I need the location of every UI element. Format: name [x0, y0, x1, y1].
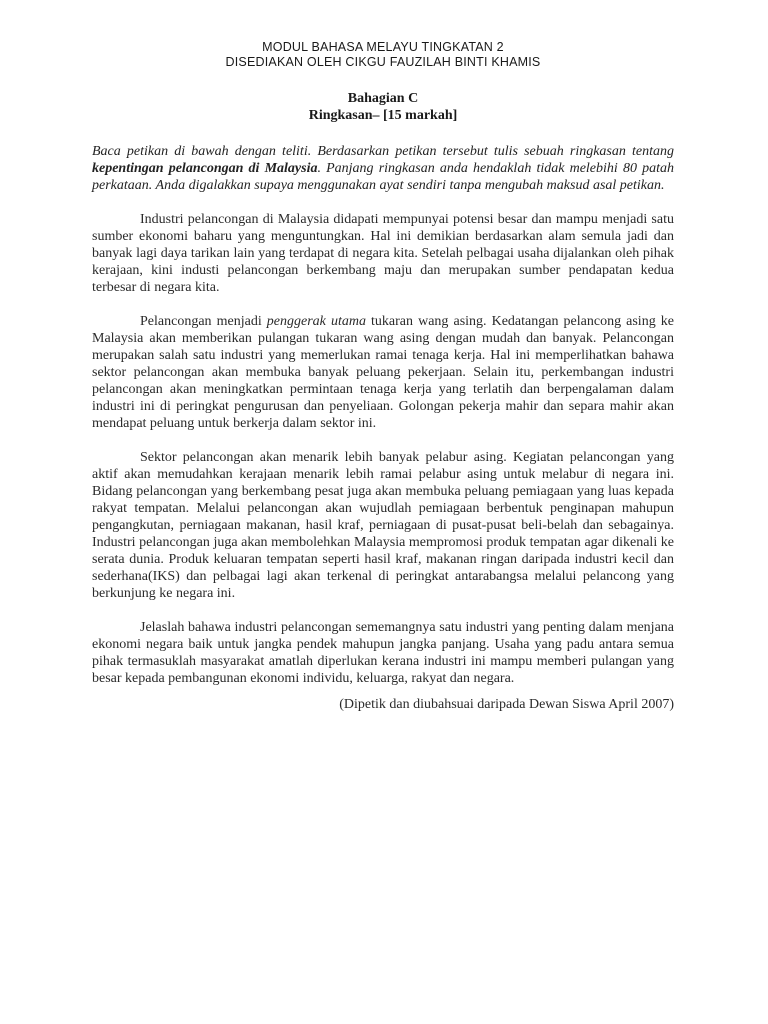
section-title: Bahagian C — [347, 91, 419, 106]
passage-paragraph-1: Industri pelancongan di Malaysia didapati mempunyai potensi besar dan mampu menjadi satu sumber ekonomi baharu yang menguntungkan. Hal ini demikian berdasarkan alam semula jadi dan banyak lagi daya tarikan lain yang terdapat di negara kita. Setelah pelbagai usaha dijalankan oleh pihak kerajaan, kini industi pelancongan berkembang maju dan merupakan sumber pendapatan kedua terbesar di negara kita. — [92, 212, 674, 295]
header-module-title: MODUL BAHASA MELAYU TINGKATAN 2 — [262, 40, 504, 54]
section-subtitle: Ringkasan– [15 markah] — [308, 108, 458, 123]
passage-paragraph-3: Sektor pelancongan akan menarik lebih banyak pelabur asing. Kegiatan pelancongan yang aktif akan memudahkan kerajaan menarik lebih ramai pelabur asing untuk melabur di negara ini. Bidang pelancongan yang berkembang pesat juga akan membuka peluang pemiagaan yang luas kepada rakyat tempatan. Melalui pelancongan akan wujudlah pemiagaan berbentuk penginapan mahupun pengangkutan, perniagaan makanan, hasil kraf, perniagaan di pusat-pusat beli-belah dan sebagainya. Industri pelancongan juga akan membolehkan Malaysia mempromosi produk tempatan agar dikenali ke serata dunia. Produk keluaran tempatan seperti hasil kraf, makanan ringan daripada industri kecil dan sederhana(IKS) dan pelbagai lagi akan terkenal di peringkat antarabangsa melalui pelancong yang berkunjung ke negara ini. — [92, 450, 674, 601]
passage-paragraph-4: Jelaslah bahawa industri pelancongan sememangnya satu industri yang penting dalam menjana ekonomi negara baik untuk jangka pendek mahupun jangka panjang. Usaha yang padu antara semua pihak termasuklah masyarakat amatlah diperlukan kerana industri ini mampu memberi pulangan yang besar kepada pembangunan ekonomi individu, keluarga, rakyat dan negara. — [92, 620, 674, 686]
document-header — [92, 40, 674, 70]
document-page — [92, 40, 674, 713]
passage-paragraph-2 — [92, 313, 674, 432]
paragraph-2-after: tukaran wang asing. Kedatangan pelancong asing ke Malaysia akan memberikan pulangan tukaran wang asing dengan mudah dan banyak. Pelancongan merupakan salah satu industri yang memerlukan ramai tenaga kerja. Hal ini memperlihatkan bahawa sektor pelancongan akan membuka banyak peluang pekerjaan. Selain itu, perkembangan industri pelancongan akan meningkatkan permintaan tenaga kerja yang terlatih dan berpengalaman dalam industri ini di peringkat pengurusan dan penyeliaan. Golongan pekerja mahir dan separa mahir akan mendapat peluang untuk berkerja dalam sektor ini. — [92, 314, 674, 431]
instructions-part2: . Panjang ringkasan anda hendaklah tidak melebihi 80 patah perkataan. Anda digalakkan supaya menggunakan ayat sendiri tanpa mengubah maksud asal petikan. — [92, 161, 674, 193]
instructions-part1: Baca petikan di bawah dengan teliti. Berdasarkan petikan tersebut tulis sebuah ringkasan tentang — [92, 144, 674, 159]
paragraph-2-italic: penggerak utama — [266, 314, 366, 329]
header-author: DISEDIAKAN OLEH CIKGU FAUZILAH BINTI KHAMIS — [225, 55, 541, 69]
source-citation: (Dipetik dan diubahsuai daripada Dewan Siswa April 2007) — [339, 697, 674, 712]
paragraph-2-before: Pelancongan menjadi — [140, 314, 267, 329]
section-heading — [92, 90, 674, 124]
instructions-topic: kepentingan pelancongan di Malaysia — [92, 161, 318, 176]
instructions — [92, 143, 674, 194]
